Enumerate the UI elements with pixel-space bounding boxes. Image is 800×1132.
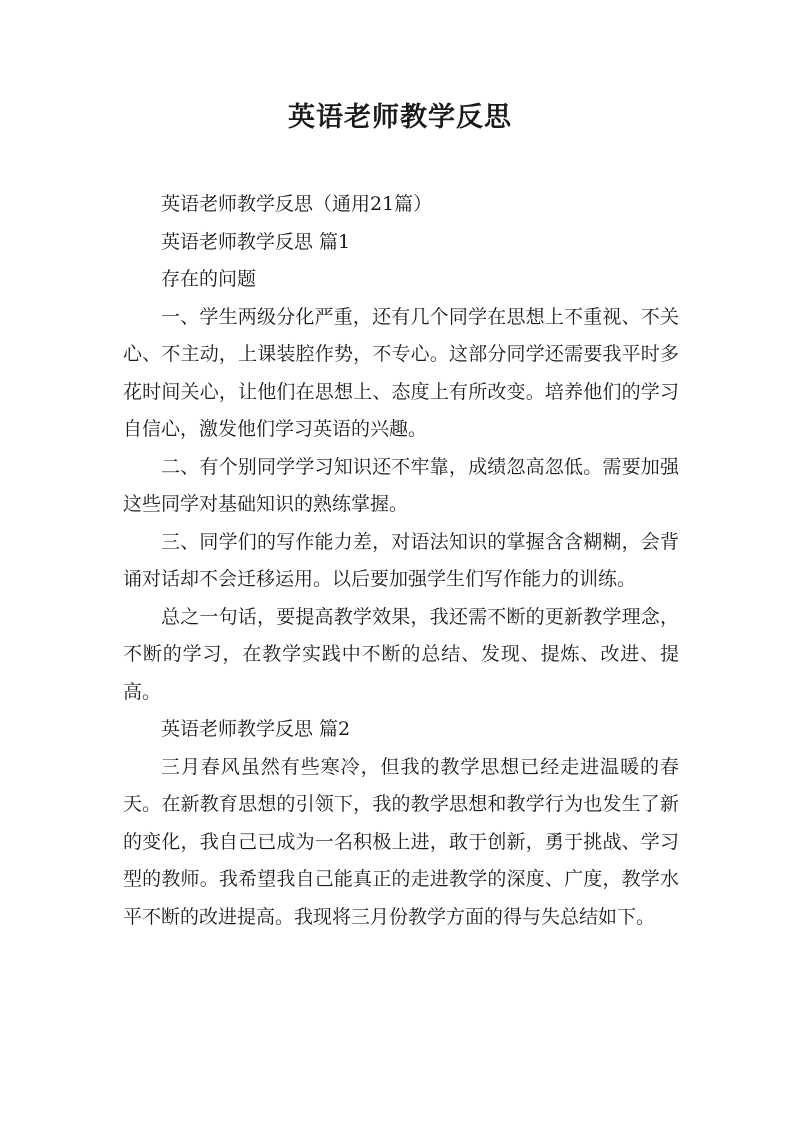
paragraph-section-heading-2: 英语老师教学反思 篇2 — [161, 718, 351, 740]
paragraph-march-reflection: 三月春风虽然有些寒冷，但我的教学思想已经走进温暖的春天。在新教育思想的引领下，我的教学思想和教学行为也发生了新的变化，我自己已成为一名积极上进，敢于创新，勇于挑战、学习型的教师。我希望我自己能真正的走进教学的深度、广度，教学水平不断的改进提高。我现将三月份教学方面的得与失总结如下。 — [123, 755, 679, 928]
document-body — [123, 186, 679, 936]
paragraph-problem-3: 三、同学们的写作能力差，对语法知识的掌握含含糊糊，会背诵对话却不会迁移运用。以后要加强学生们写作能力的训练。 — [123, 530, 679, 590]
paragraph-section-heading-1: 英语老师教学反思 篇1 — [161, 230, 351, 253]
paragraph-subtitle: 英语老师教学反思（通用21篇） — [161, 193, 433, 215]
paragraph-problem-2: 二、有个别同学学习知识还不牢靠，成绩忽高忽低。需要加强这些同学对基础知识的熟练掌握。 — [123, 455, 679, 515]
paragraph-problem-1: 一、学生两级分化严重，还有几个同学在思想上不重视、不关心、不主动，上课装腔作势，不专心。这部分同学还需要我平时多花时间关心，让他们在思想上、态度上有所改变。培养他们的学习自信心，激发他们学习英语的兴趣。 — [123, 305, 679, 440]
paragraph-problems-heading: 存在的问题 — [161, 268, 257, 290]
paragraph-summary: 总之一句话，要提高教学效果，我还需不断的更新教学理念，不断的学习，在教学实践中不断的总结、发现、提炼、改进、提高。 — [123, 605, 679, 703]
document-title: 英语老师教学反思 — [288, 102, 512, 133]
